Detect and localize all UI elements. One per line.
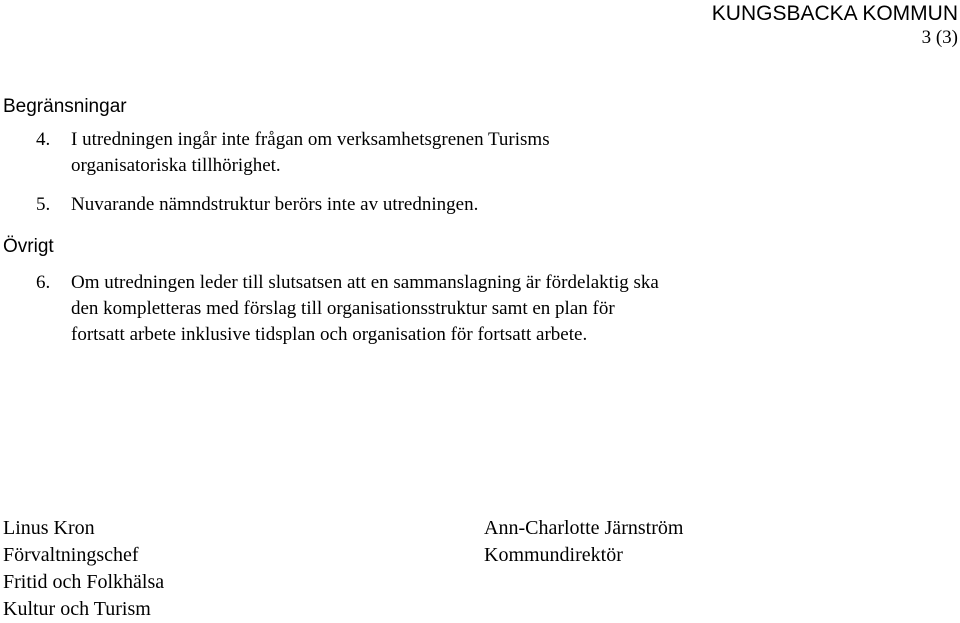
- list-item-number: 4.: [36, 129, 51, 150]
- signatory-name: Linus Kron: [3, 517, 95, 539]
- list-item-text: organisatoriska tillhörighet.: [71, 155, 281, 176]
- page-number: 3 (3): [921, 27, 958, 48]
- list-item-number: 6.: [36, 272, 51, 293]
- organization-name: KUNGSBACKA KOMMUN: [711, 2, 958, 25]
- signatory-title: Kommundirektör: [484, 544, 623, 566]
- list-item-number: 5.: [36, 194, 51, 215]
- list-item-text: den kompletteras med förslag till organisationsstruktur samt en plan för: [71, 298, 615, 319]
- section-heading-other: Övrigt: [3, 236, 54, 257]
- list-item-text: Nuvarande nämndstruktur berörs inte av utredningen.: [71, 194, 479, 215]
- list-item-text: fortsatt arbete inklusive tidsplan och organisation för fortsatt arbete.: [71, 324, 588, 345]
- signatory-name: Ann-Charlotte Järnström: [484, 517, 684, 539]
- signatory-title: Förvaltningschef: [3, 544, 139, 566]
- list-item-text: Om utredningen leder till slutsatsen att en sammanslagning är fördelaktig ska: [71, 272, 659, 293]
- signatory-unit: Fritid och Folkhälsa: [3, 571, 165, 593]
- list-item-text: I utredningen ingår inte frågan om verksamhetsgrenen Turisms: [71, 129, 550, 150]
- section-heading-limitations: Begränsningar: [3, 96, 127, 117]
- signatory-unit: Kultur och Turism: [3, 598, 151, 620]
